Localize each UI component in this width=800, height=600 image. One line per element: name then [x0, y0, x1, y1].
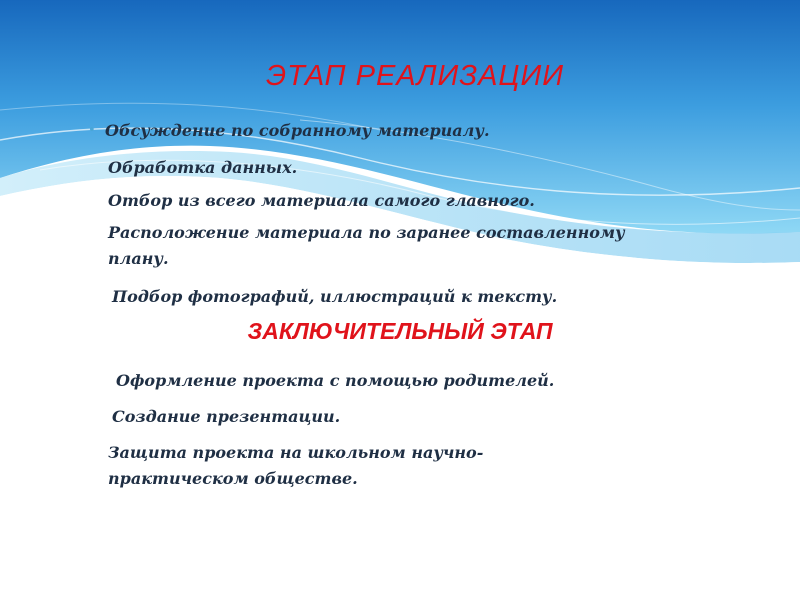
implementation-item-4 [108, 220, 698, 272]
final-item-1: Оформление проекта с помощью родителей. [116, 371, 555, 390]
implementation-item-1: Обсуждение по собранному материалу. [105, 121, 490, 140]
implementation-item-4-text: Расположение материала по заранее составленному плану. [108, 223, 625, 268]
implementation-item-5: Подбор фотографий, иллюстраций к тексту. [112, 287, 558, 306]
final-item-3-text: Защита проекта на школьном научно-практическом обществе. [108, 443, 484, 488]
implementation-item-2: Обработка данных. [108, 158, 298, 177]
implementation-item-3: Отбор из всего материала самого главного. [108, 191, 535, 210]
final-item-2: Создание презентации. [112, 407, 341, 426]
bullet-dot-icon: • [88, 123, 96, 138]
final-item-3 [108, 440, 568, 492]
final-stage-heading: ЗАКЛЮЧИТЕЛЬНЫЙ ЭТАП [247, 318, 553, 344]
stage-implementation-heading: ЭТАП РЕАЛИЗАЦИИ [266, 60, 564, 92]
